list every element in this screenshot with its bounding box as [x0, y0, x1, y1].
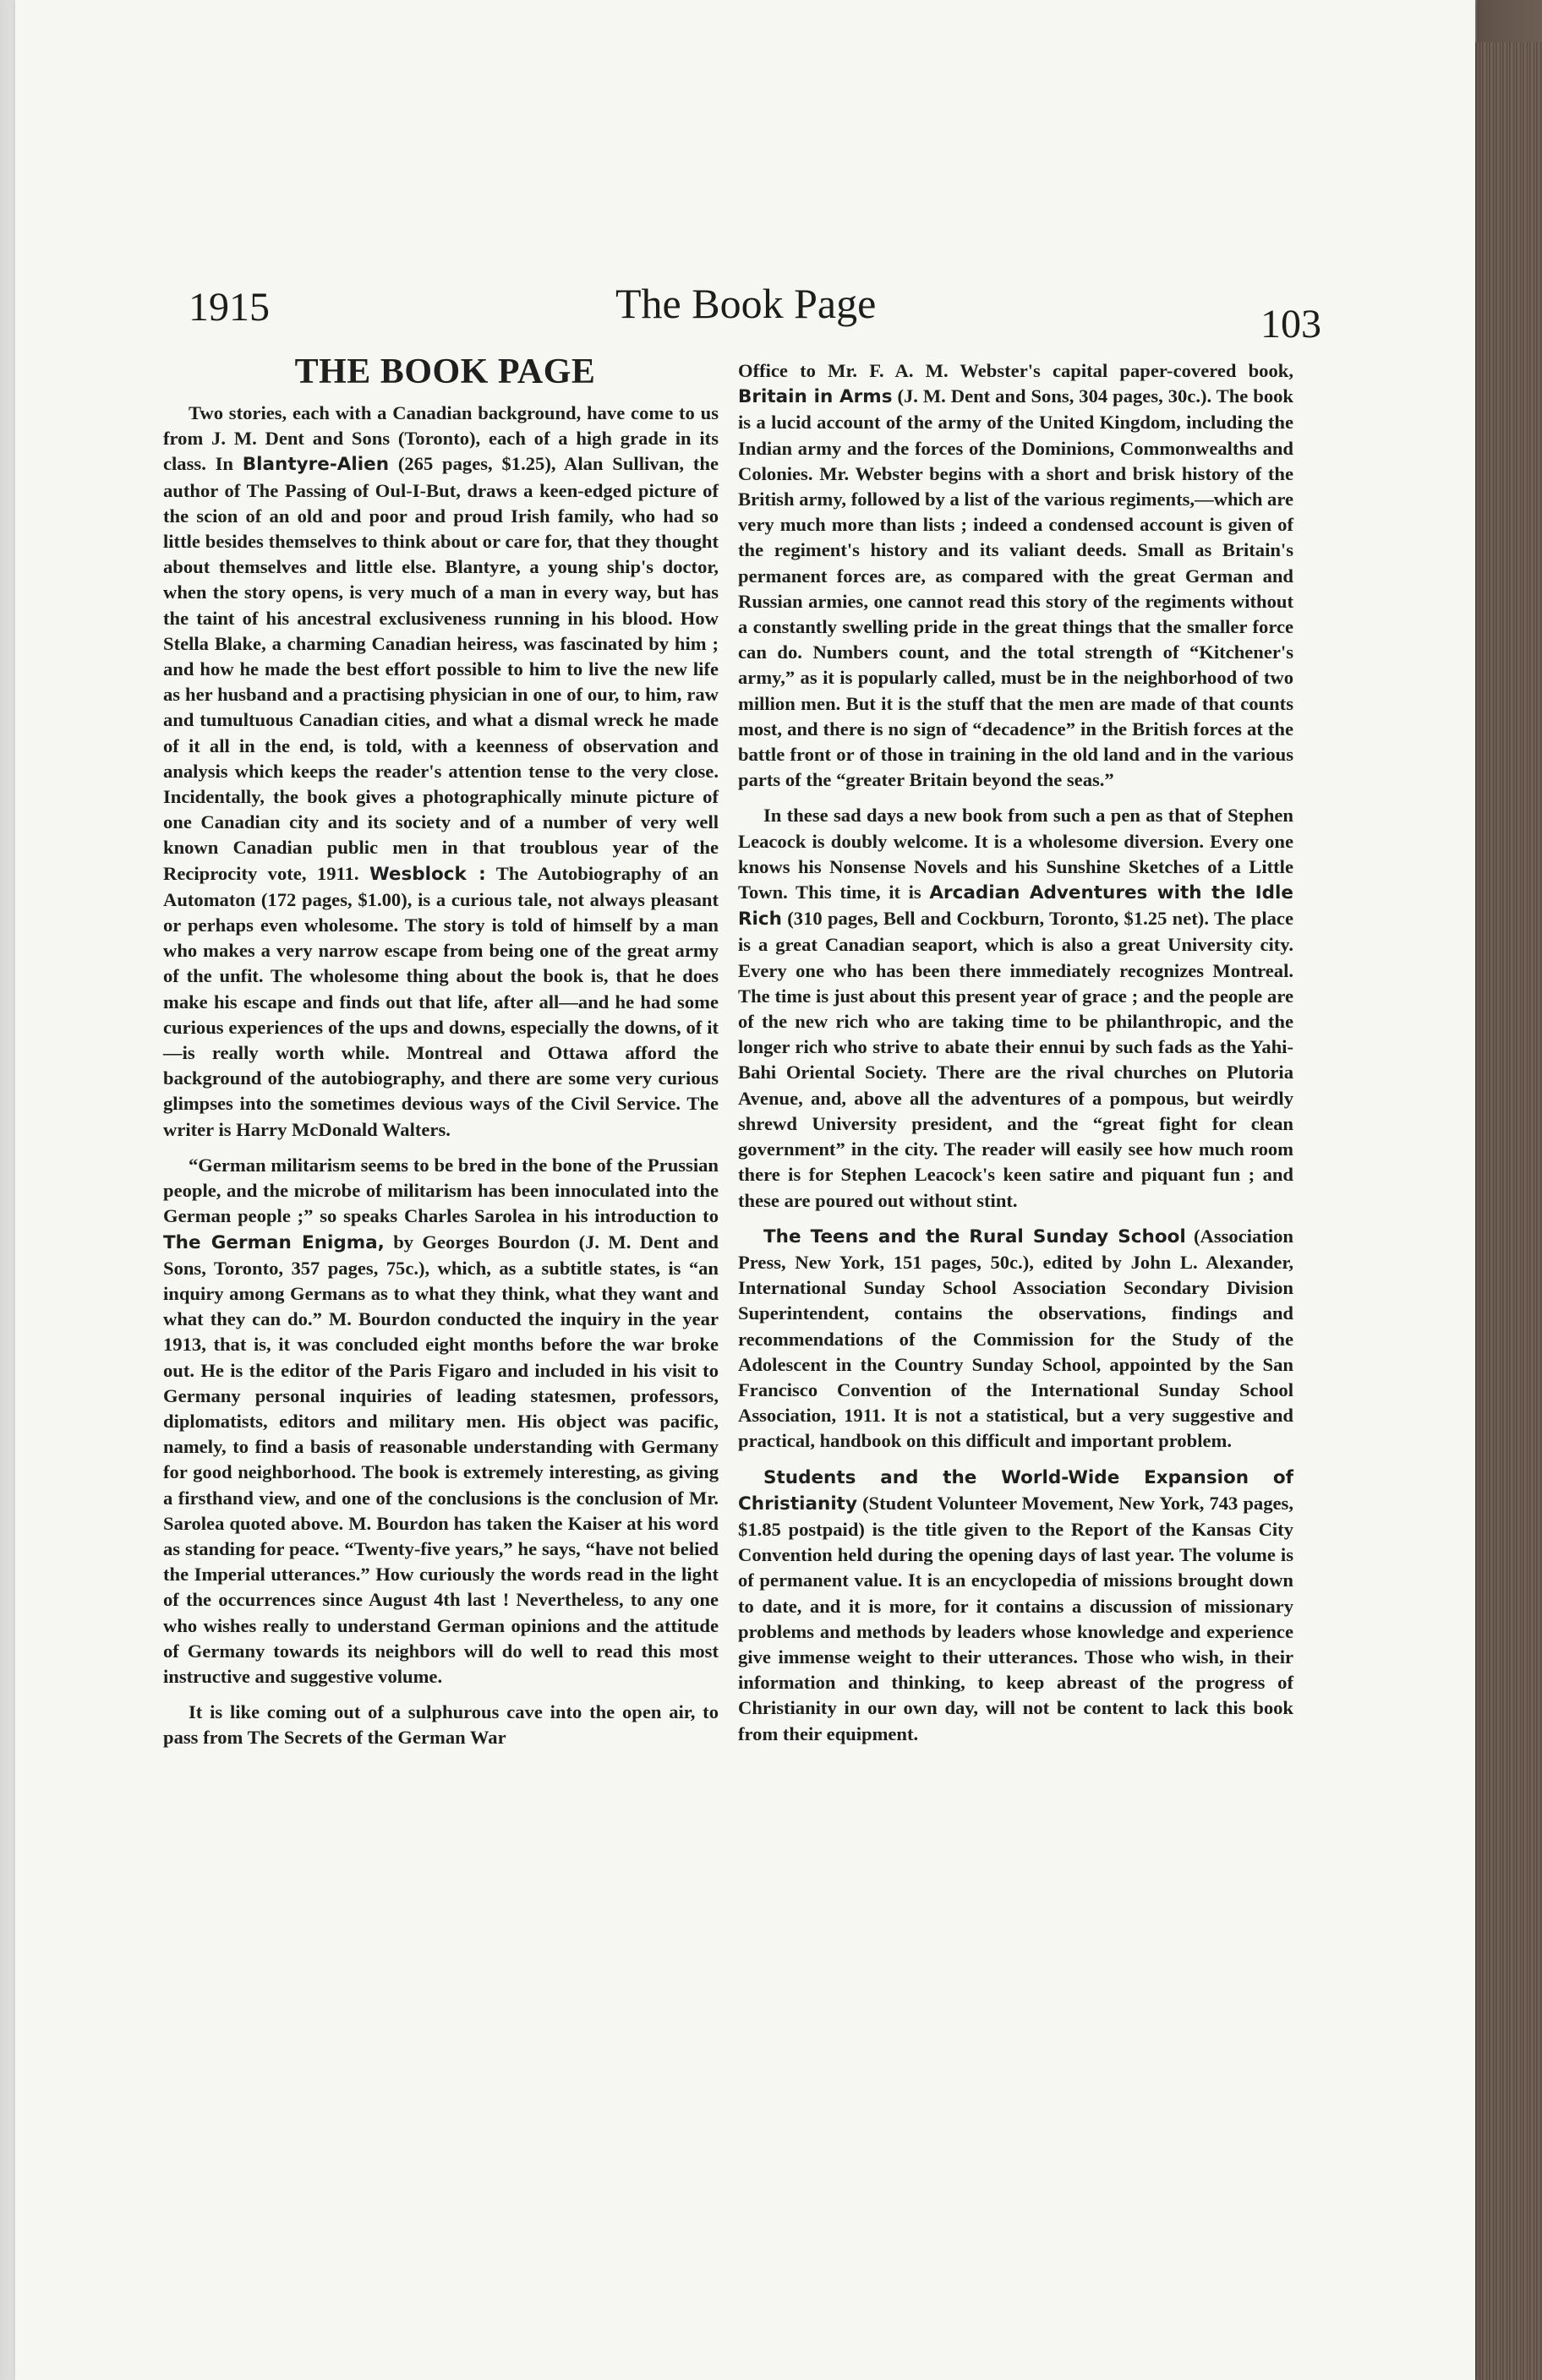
book-title: Students and the World-Wide Expansion of Christianity [738, 1466, 1293, 1515]
header-title: The Book Page [615, 280, 877, 327]
header-year: 1915 [189, 285, 270, 330]
review-britain-in-arms: Office to Mr. F. A. M. Webster's capital paper-covered book, Britain in Arms (J. M. Dent and Sons, 304 pages, 30c.). The book is a lucid account of the army of the United Kingdom, including the Indian army and the forces of the Dominions, Commonwealths and Colonies. Mr. Webster begins with a short and brisk history of the British army, followed by a list of the various regiments,—which are very much more than lists ; indeed a condensed account is given of the regiment's history and its valiant deeds. Small as Britain's permanent forces are, as compared with the great German and Russian armies, one cannot read this story of the regiments without a constantly swelling pride in the great things that the smaller force can do. Numbers count, and the total strength of “Kitchener's army,” as it is popularly called, must be in the neighborhood of two million men. But it is the stuff that the men are made of that counts most, and there is no sign of “decadence” in the British forces at the battle front or of those in training in the old land and in the various parts of the “greater Britain beyond the seas.” [738, 360, 1293, 791]
review-students-world-wide-expansion: Students and the World-Wide Expansion of Christianity (Student Volunteer Movement, New York, 743 pages, $1.85 postpaid) is the title given to the Report of the Kansas City Convention held during the opening days of last year. The volume is of permanent value. It is an encyclopedia of missions brought down to date, and it is more, for it contains a discussion of missionary problems and methods by leaders whose knowledge and experience give immense weight to their utterances. Those who wish, in their information and thinking, to keep abreast of the progress of Christianity in our own day, will not be content to lack this book from their equipment. [738, 1466, 1293, 1744]
right-column [738, 358, 1293, 1757]
book-title: Blantyre-Alien [242, 454, 390, 476]
review-arcadian-adventures: In these sad days a new book from such a pen as that of Stephen Leacock is doubly welcome. It is a wholesome diversion. Every one knows his Nonsense Novels and his Sunshine Sketches of a Little Town. This time, it is Arcadian Adventures with the Idle Rich (310 pages, Bell and Cockburn, Toronto, $1.25 net). The place is a great Canadian seaport, which is also a great University city. Every one who has been there immediately recognizes Montreal. The time is just about this present year of grace ; and the people are of the new rich who are taking time to be philanthropic, and the longer rich who strive to abate their ennui by such fads as the Yahi-Bahi Oriental Society. There are the rival churches on Plutoria Avenue, and, above all the adventures of a pompous, but weirdly shrewd University president, and the “great fight for clean government” in the city. The reader will easily see how much room there is for Stephen Leacock's keen satire and piquant fun ; and these are poured out without stint. [738, 805, 1293, 1211]
review-blantyre-alien: Two stories, each with a Canadian background, have come to us from J. M. Dent and Sons (Toronto), each of a high grade in its class. In Blantyre-Alien (265 pages, $1.25), Alan Sullivan, the author of The Passing of Oul-I-But, draws a keen-edged picture of the scion of an old and poor and proud Irish family, who had so little besides themselves to think about or care for, that they thought about themselves and little else. Blantyre, a young ship's doctor, when the story opens, is very much of a man in every way, but has the taint of his ancestral exclusiveness running in his blood. How Stella Blake, a charming Canadian heiress, was fascinated by him ; and how he made the best effort possible to him to live the new life as her husband and a practising physician in one of our, to him, raw and tumultuous Canadian cities, and what a dismal wreck he made of it all in the end, is told, with a keenness of observation and analysis which keeps the reader's attention tense to the very close. Incidentally, the book gives a photographically minute picture of one Canadian city and its society and of a number of very well known Canadian public men in that troublous year of the Reciprocity vote, 1911. Wesblock : The Autobiography of an Automaton (172 pages, $1.00), is a curious tale, not always pleasant or perhaps even wholesome. The story is told of himself by a man who makes a very narrow escape from being one of the great army of the unfit. The wholesome thing about the book is, that he does make his escape and finds out that life, after all—and he had some curious experiences of the ups and downs, especially the downs, of it—is really worth while. Montreal and Ottawa afford the background of the autobiography, and there are some very curious glimpses into the sometimes devious ways of the Civil Service. The writer is Harry McDonald Walters. [163, 402, 719, 1140]
book-title: Wesblock : [369, 863, 486, 885]
book-title: Arcadian Adventures with the Idle Rich [738, 882, 1293, 931]
page-number: 103 [1260, 302, 1321, 347]
section-title: THE BOOK PAGE [294, 352, 596, 391]
review-german-enigma: “German militarism seems to be bred in the bone of the Prussian people, and the microbe of militarism has been innoculated into the German people ;” so speaks Charles Sarolea in his introduction to The German Enigma, by Georges Bourdon (J. M. Dent and Sons, Toronto, 357 pages, 75c.), which, as a subtitle states, is “an inquiry among Germans as to what they think, what they want and what they can do.” M. Bourdon conducted the inquiry in the year 1913, that is, it was concluded eight months before the war broke out. He is the editor of the Paris Figaro and included in his visit to Germany personal inquiries of leading statesmen, professors, diplomatists, editors and military men. His object was pacific, namely, to find a basis of reasonable understanding with Germany for good neighborhood. The book is extremely interesting, as giving a firsthand view, and one of the conclusions is the conclusion of Mr. Sarolea quoted above. M. Bourdon has taken the Kaiser at his word as standing for peace. “Twenty-five years,” he says, “have not belied the Imperial utterances.” How curiously the words read in the light of the occurrences since August 4th last ! Nevertheless, to any one who wishes really to understand German opinions and the attitude of Germany towards its neighbors will do well to read this most instructive and suggestive volume. [163, 1154, 719, 1687]
left-column [163, 348, 719, 1761]
book-page-edges [1475, 42, 1542, 2380]
review-britain-in-arms-start: It is like coming out of a sulphurous cave into the open air, to pass from The Secrets of the German War [163, 1701, 719, 1749]
review-teens-rural-sunday-school: The Teens and the Rural Sunday School (Association Press, New York, 151 pages, 50c.), edited by John L. Alexander, International Sunday School Association Secondary Division Superintendent, contains the observations, findings and recommendations of the Commission for the Study of the Adolescent in the Country Sunday School, appointed by the San Francisco Convention of the International Sunday School Association, 1911. It is not a statistical, but a very suggestive and practical, handbook on this difficult and important problem. [738, 1225, 1293, 1452]
book-title: The Teens and the Rural Sunday School [763, 1225, 1186, 1247]
book-title: The German Enigma, [163, 1231, 385, 1253]
book-title: Britain in Arms [738, 386, 893, 408]
running-head [189, 279, 1321, 347]
